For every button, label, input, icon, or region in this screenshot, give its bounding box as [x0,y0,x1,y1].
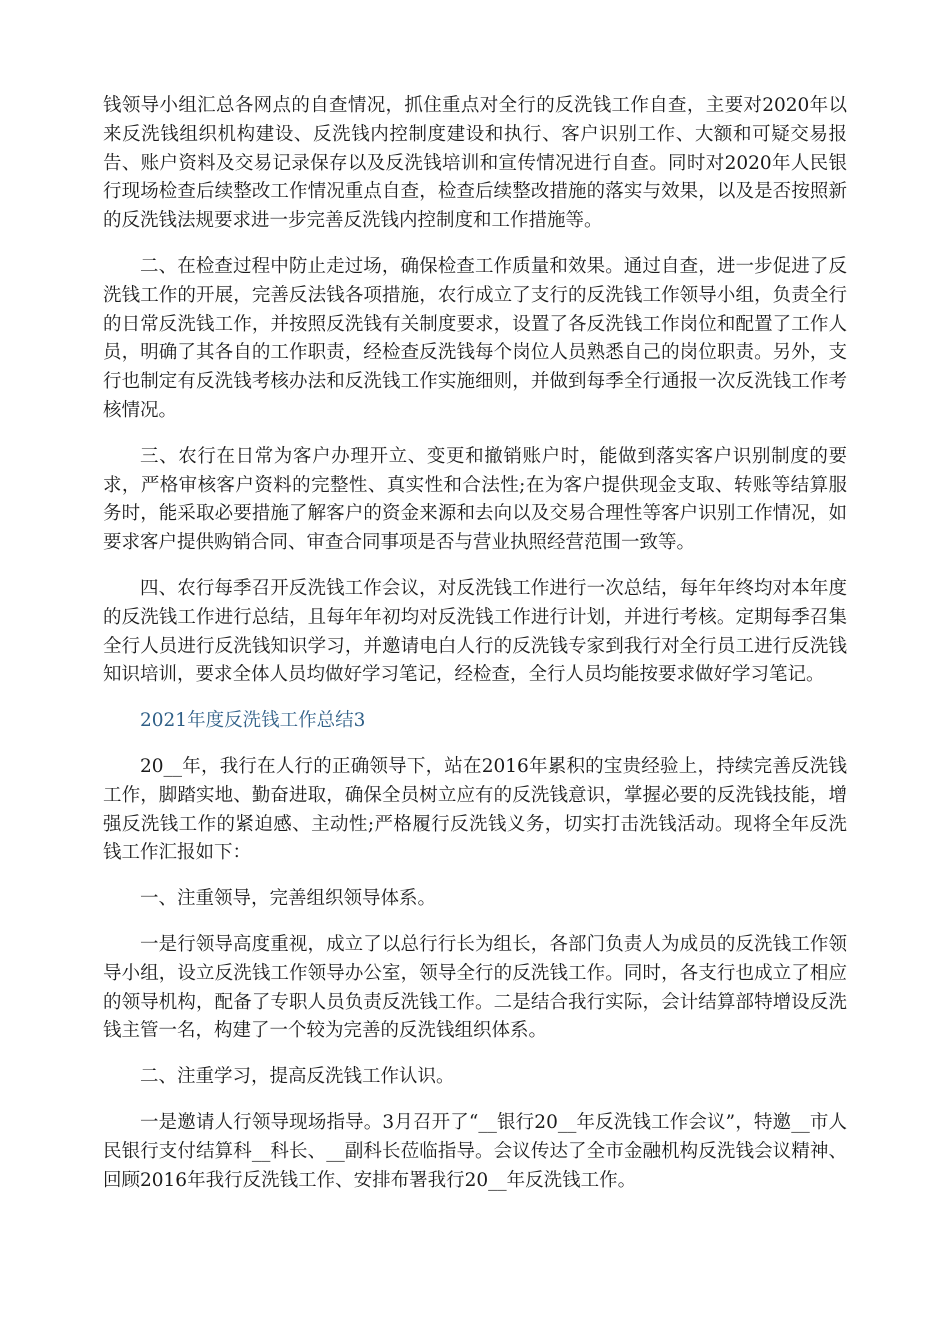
subheading-leadership: 一、注重领导，完善组织领导体系。 [140,888,437,910]
paragraph-point-three: 三、农行在日常为客户办理开立、变更和撤销账户时，能做到落实客户识别制度的要求，严格审核客户资料的完整性、真实性和合法性;在为客户提供现金支取、转账等结算服务时，能采取必要措施了解客户的资金来源和去向以及交易合理性等客户识别工作情况，如要求客户提供购销合同、审查合同事项是否与营业执照经营范围一致等。 [103,445,847,554]
paragraph-point-four: 四、农行每季召开反洗钱工作会议，对反洗钱工作进行一次总结，每年年终均对本年度的反洗钱工作进行总结，且每年年初均对反洗钱工作进行计划，并进行考核。定期每季召集全行人员进行反洗钱知识学习，并邀请电白人行的反洗钱专家到我行对全行员工进行反洗钱知识培训，要求全体人员均做好学习笔记，经检查，全行人员均能按要求做好学习笔记。 [103,577,847,686]
paragraph-learning-detail: 一是邀请人行领导现场指导。3月召开了“__银行20__年反洗钱工作会议”，特邀__市人民银行支付结算科__科长、__副科长莅临指导。会议传达了全市金融机构反洗钱会议精神、回顾2016年我行反洗钱工作、安排布署我行20__年反洗钱工作。 [103,1111,847,1191]
paragraph-self-inspection-summary: 钱领导小组汇总各网点的自查情况，抓住重点对全行的反洗钱工作自查，主要对2020年以来反洗钱组织机构建设、反洗钱内控制度建设和执行、客户识别工作、大额和可疑交易报告、账户资料及交易记录保存以及反洗钱培训和宣传情况进行自查。同时对2020年人民银行现场检查后续整改工作情况重点自查，检查后续整改措施的落实与效果，以及是否按照新的反洗钱法规要求进一步完善反洗钱内控制度和工作措施等。 [103,95,847,232]
document-page [103,92,847,1212]
paragraph-leadership-detail: 一是行领导高度重视，成立了以总行行长为组长，各部门负责人为成员的反洗钱工作领导小组，设立反洗钱工作领导办公室，领导全行的反洗钱工作。同时，各支行也成立了相应的领导机构，配备了专职人员负责反洗钱工作。二是结合我行实际，会计结算部特增设反洗钱主管一名，构建了一个较为完善的反洗钱组织体系。 [103,933,847,1042]
section-heading: 2021年度反洗钱工作总结3 [140,710,366,732]
paragraph-point-two: 二、在检查过程中防止走过场，确保检查工作质量和效果。通过自查，进一步促进了反洗钱工作的开展，完善反法钱各项措施，农行成立了支行的反洗钱工作领导小组，负责全行的日常反洗钱工作，并按照反洗钱有关制度要求，设置了各反洗钱工作岗位和配置了工作人员，明确了其各自的工作职责，经检查反洗钱每个岗位人员熟悉自己的岗位职责。另外，支行也制定有反洗钱考核办法和反洗钱工作实施细则，并做到每季全行通报一次反洗钱工作考核情况。 [103,255,847,421]
paragraph-intro: 20__年，我行在人行的正确领导下，站在2016年累积的宝贵经验上，持续完善反洗钱工作，脚踏实地、勤奋进取，确保全员树立应有的反洗钱意识，掌握必要的反洗钱技能，增强反洗钱工作的紧迫感、主动性;严格履行反洗钱义务，切实打击洗钱活动。现将全年反洗钱工作汇报如下： [103,755,847,864]
subheading-learning: 二、注重学习，提高反洗钱工作认识。 [140,1066,455,1088]
